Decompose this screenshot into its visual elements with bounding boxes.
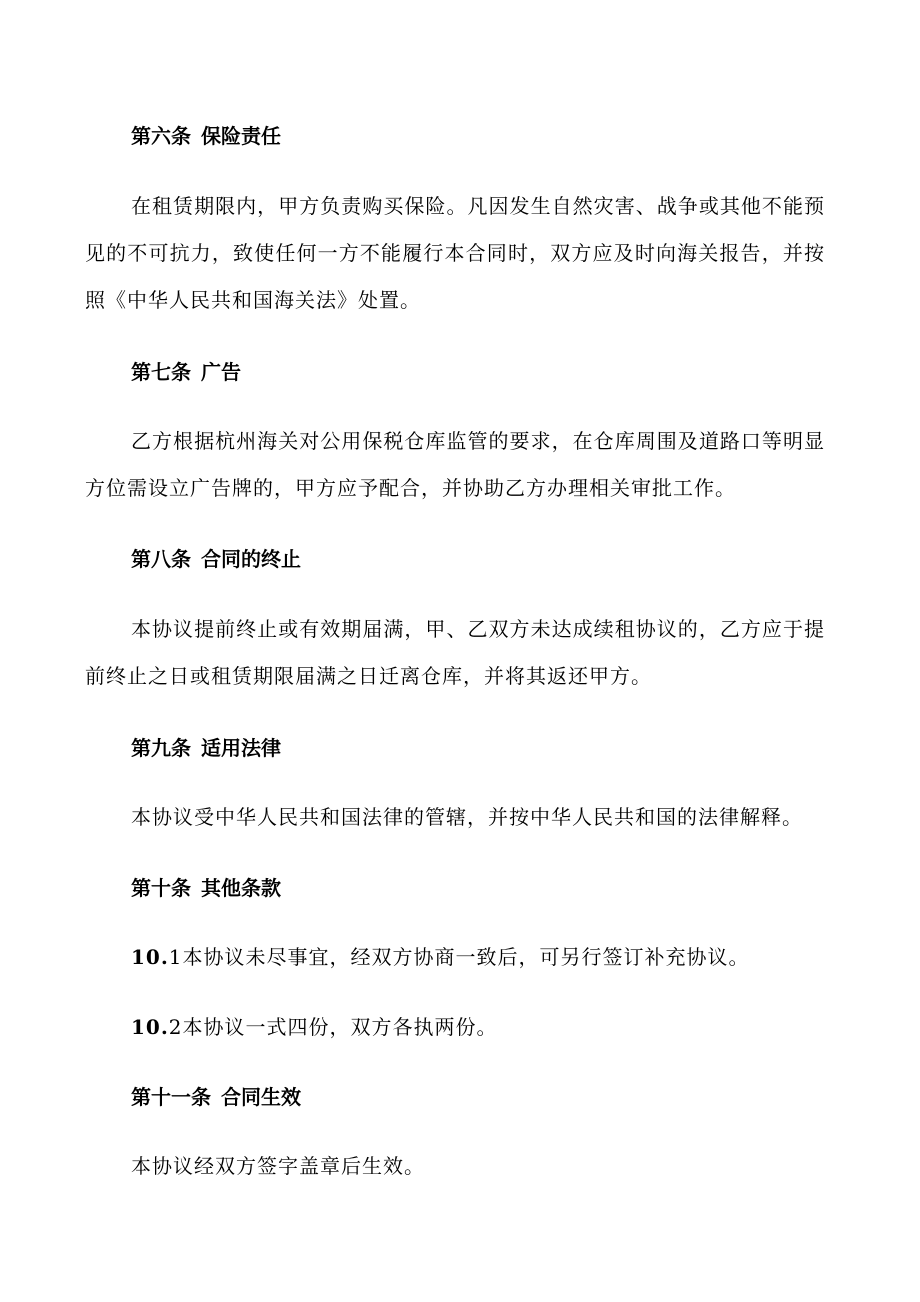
section-number: 第八条 — [131, 547, 191, 571]
section-number: 第九条 — [131, 736, 191, 760]
clause-text: 本协议未尽事宜，经双方协商一致后，可另行签订补充协议。 — [182, 945, 750, 969]
clause-subnumber: 1 — [168, 945, 183, 969]
section-title: 适用法律 — [201, 736, 281, 760]
section-number: 第十一条 — [131, 1085, 211, 1109]
section-heading-9 — [131, 736, 281, 760]
section-paragraph: 在租赁期限内，甲方负责购买保险。凡因发生自然灾害、战争或其他不能预见的不可抗力，致使任何一方不能履行本合同时，双方应及时向海关报告，并按照《中华人民共和国海关法》处置。 — [85, 194, 825, 312]
section-title: 合同的终止 — [201, 547, 301, 571]
section-title: 合同生效 — [221, 1085, 301, 1109]
section-heading-8 — [131, 547, 301, 571]
section-heading-10 — [131, 876, 281, 900]
section-title: 广告 — [201, 360, 241, 384]
section-heading-11 — [131, 1085, 301, 1109]
clause-number: 10. — [131, 1015, 169, 1039]
section-paragraph: 本协议提前终止或有效期届满，甲、乙双方未达成续租协议的，乙方应于提前终止之日或租赁期限届满之日迁离仓库，并将其返还甲方。 — [85, 617, 825, 688]
clause-subnumber: 2 — [168, 1015, 183, 1039]
section-paragraph: 本协议经双方签字盖章后生效。 — [131, 1154, 425, 1178]
section-heading-7 — [131, 360, 241, 384]
section-number: 第六条 — [131, 124, 191, 148]
section-title: 保险责任 — [201, 124, 281, 148]
section-heading-6 — [131, 124, 281, 148]
clause-10-1 — [85, 934, 825, 981]
clause-number: 10. — [131, 945, 169, 969]
section-title: 其他条款 — [201, 876, 281, 900]
clause-text: 本协议一式四份，双方各执两份。 — [182, 1015, 498, 1039]
section-paragraph: 本协议受中华人民共和国法律的管辖，并按中华人民共和国的法律解释。 — [131, 805, 803, 829]
section-number: 第十条 — [131, 876, 191, 900]
section-paragraph: 乙方根据杭州海关对公用保税仓库监管的要求，在仓库周围及道路口等明显方位需设立广告牌的，甲方应予配合，并协助乙方办理相关审批工作。 — [85, 429, 825, 500]
section-number: 第七条 — [131, 360, 191, 384]
clause-10-2 — [85, 1004, 825, 1051]
